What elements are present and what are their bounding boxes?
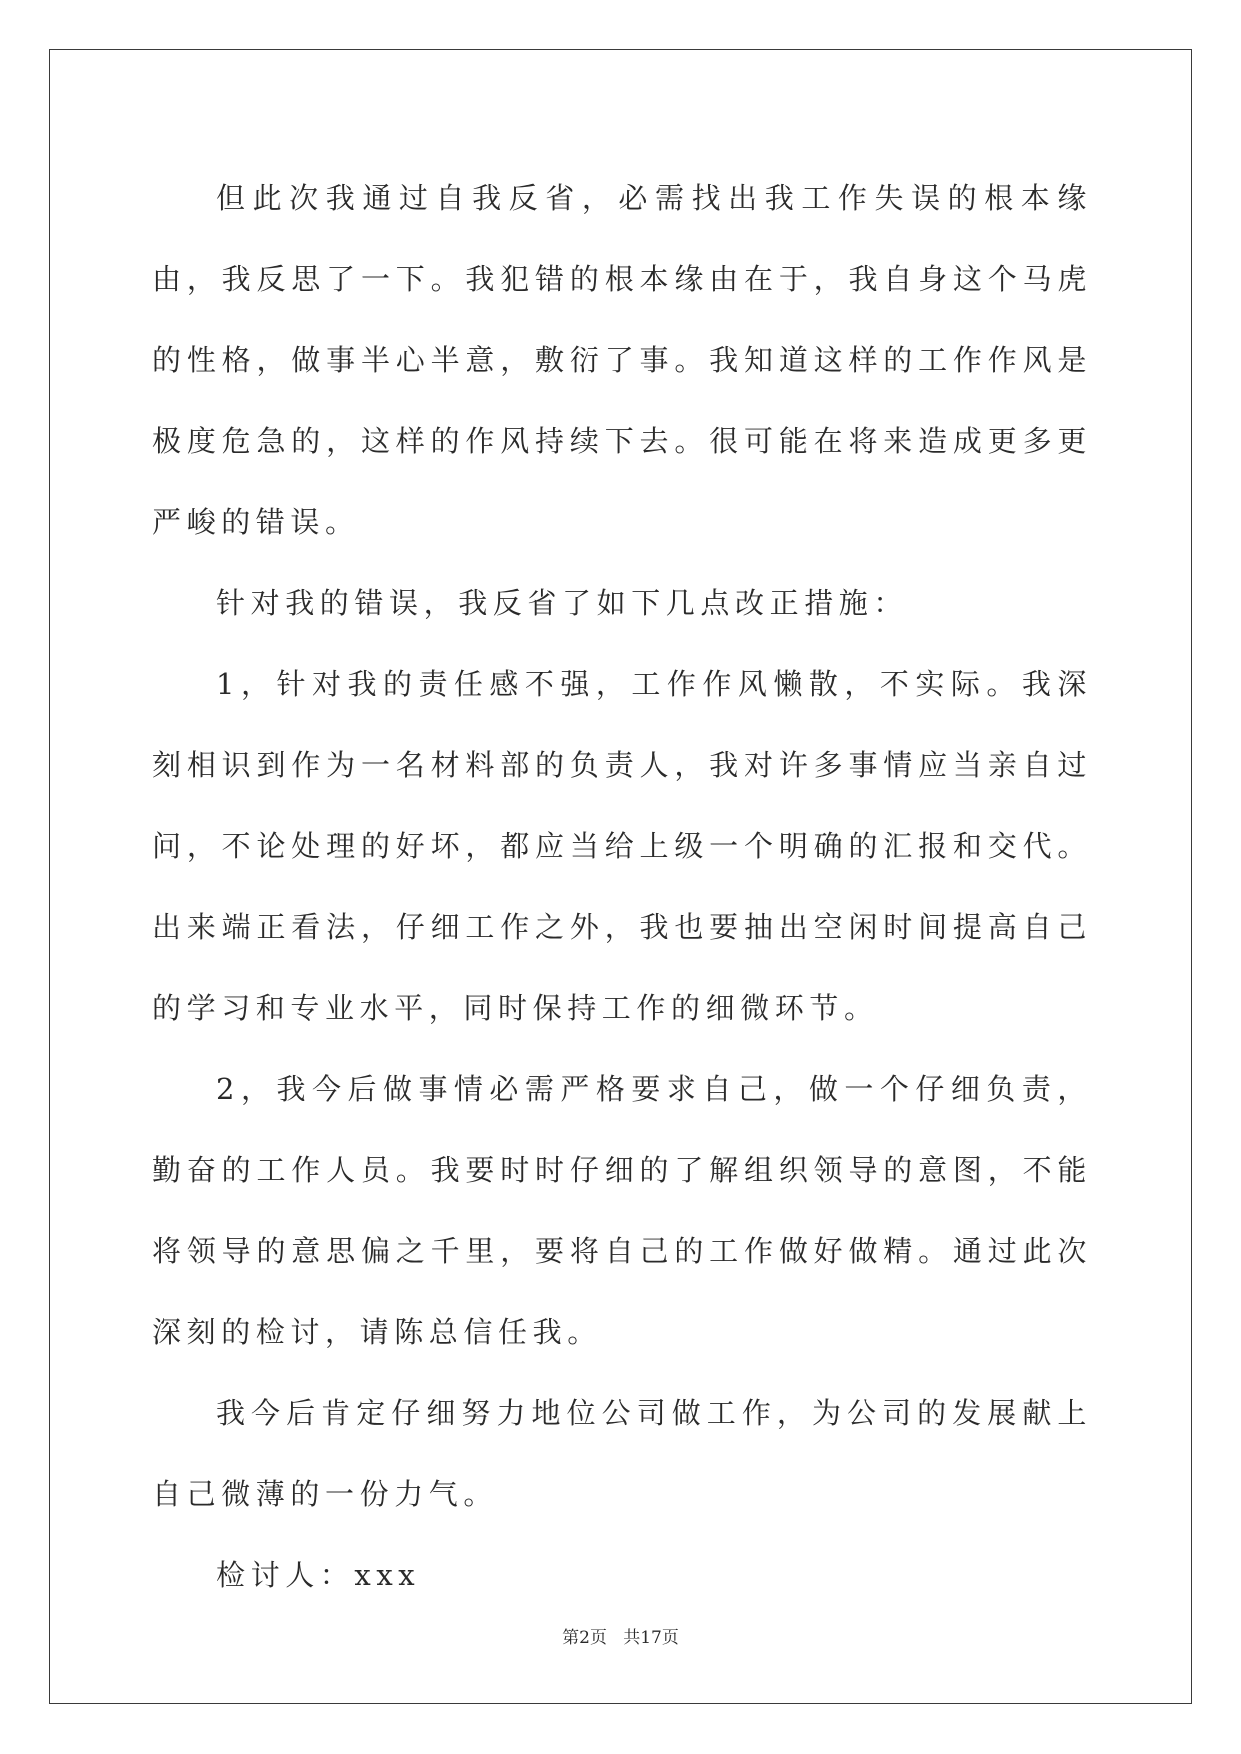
document-body <box>152 158 1092 1616</box>
signature-line: 检讨人：xxx <box>216 1558 421 1592</box>
paragraph-measures-intro: 针对我的错误，我反省了如下几点改正措施： <box>216 586 909 620</box>
paragraph-measure-2: 2，我今后做事情必需严格要求自己，做一个仔细负责，勤奋的工作人员。我要时时仔细的了解组织领导的意图，不能将领导的意思偏之千里，要将自己的工作做好做精。通过此次深刻的检讨，请陈总信任我。 <box>152 1072 1092 1349</box>
page-total: 共17页 <box>623 1628 679 1648</box>
paragraph-measure-1: 1，针对我的责任感不强，工作作风懒散，不实际。我深刻相识到作为一名材料部的负责人，我对许多事情应当亲自过问，不论处理的好坏，都应当给上级一个明确的汇报和交代。出来端正看法，仔细工作之外，我也要抽出空闲时间提高自己的学习和专业水平，同时保持工作的细微环节。 <box>152 667 1092 1025</box>
page-footer <box>0 1623 1241 1648</box>
page-number: 第2页 <box>562 1628 607 1648</box>
paragraph-reflection: 但此次我通过自我反省，必需找出我工作失误的根本缘由，我反思了一下。我犯错的根本缘由在于，我自身这个马虎的性格，做事半心半意，敷衍了事。我知道这样的工作作风是极度危急的，这样的作风持续下去。很可能在将来造成更多更严峻的错误。 <box>152 181 1092 539</box>
paragraph-closing: 我今后肯定仔细努力地位公司做工作，为公司的发展献上自己微薄的一份力气。 <box>152 1396 1092 1511</box>
